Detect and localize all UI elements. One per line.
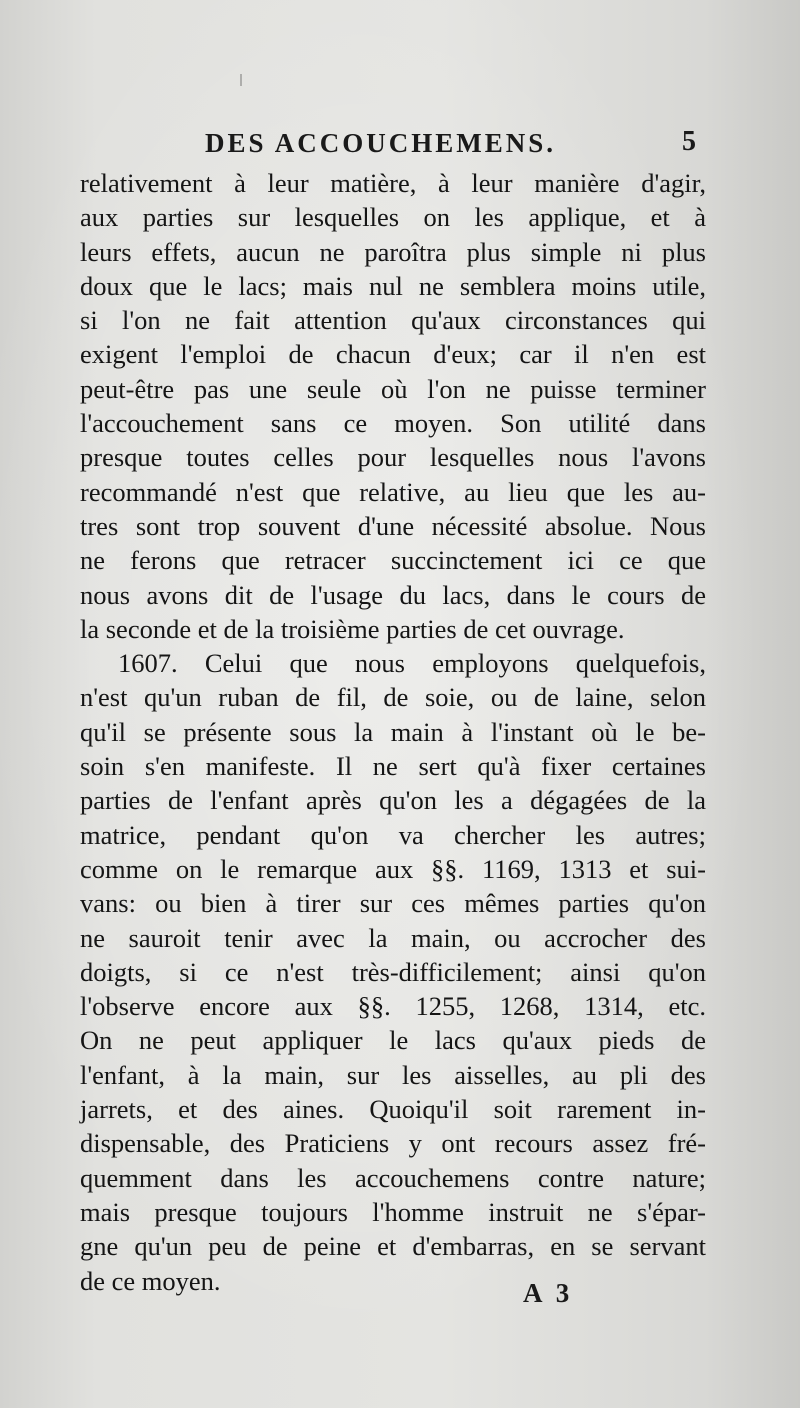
running-head [0, 128, 800, 168]
text-line: gne qu'un peu de peine et d'embarras, en se servant [80, 1231, 706, 1262]
text-line: comme on le remarque aux §§. 1169, 1313 et sui- [80, 853, 706, 884]
text-line: nous avons dit de l'usage du lacs, dans le cours de [80, 579, 706, 610]
text-line: doux que le lacs; mais nul ne semblera moins utile, [80, 270, 706, 301]
text-line: tres sont trop souvent d'une nécessité absolue. Nous [80, 510, 706, 541]
text-line: de ce moyen. [80, 1265, 221, 1296]
text-line: n'est qu'un ruban de fil, de soie, ou de laine, selon [80, 682, 706, 713]
text-line: l'observe encore aux §§. 1255, 1268, 1314, etc. [80, 991, 706, 1022]
text-line: peut-être pas une seule où l'on ne puisse terminer [80, 373, 706, 404]
text-line: l'enfant, à la main, sur les aisselles, au pli des [80, 1059, 706, 1090]
text-line: doigts, si ce n'est très-difficilement; ainsi qu'on [80, 956, 706, 987]
text-line: l'accouchement sans ce moyen. Son utilité dans [80, 408, 706, 439]
page-number: 5 [682, 126, 696, 157]
text-line: vans: ou bien à tirer sur ces mêmes parties qu'on [80, 888, 706, 919]
signature-mark: A 3 [523, 1278, 574, 1308]
text-line: jarrets, et des aines. Quoiqu'il soit rarement in- [80, 1094, 706, 1125]
text-line: si l'on ne fait attention qu'aux circonstances qui [80, 305, 706, 336]
text-line: relativement à leur matière, à leur manière d'agir, [80, 168, 706, 198]
text-line: qu'il se présente sous la main à l'instant où le be- [80, 716, 706, 747]
text-line: ne ferons que retracer succinctement ici ce que [80, 545, 706, 576]
text-line: exigent l'emploi de chacun d'eux; car il n'en est [80, 339, 706, 370]
text-line: parties de l'enfant après qu'on les a dégagées de la [80, 785, 706, 816]
text-line: quemment dans les accouchemens contre nature; [80, 1162, 706, 1193]
text-line: recommandé n'est que relative, au lieu que les au- [80, 476, 706, 507]
text-line: la seconde et de la troisième parties de cet ouvrage. [80, 613, 625, 644]
text-line: ne sauroit tenir avec la main, ou accrocher des [80, 922, 706, 953]
ink-speck [240, 74, 242, 86]
paragraph-start-line: 1607. Celui que nous employons quelquefois, [118, 648, 706, 679]
text-line: matrice, pendant qu'on va chercher les autres; [80, 819, 706, 850]
text-line: On ne peut appliquer le lacs qu'aux pieds de [80, 1025, 706, 1056]
text-line: presque toutes celles pour lesquelles nous l'avons [80, 442, 706, 473]
text-line: mais presque toujours l'homme instruit ne s'épar- [80, 1196, 706, 1227]
text-line: aux parties sur lesquelles on les applique, et à [80, 202, 706, 233]
text-line: dispensable, des Praticiens y ont recours assez fré- [80, 1128, 706, 1159]
text-line: soin s'en manifeste. Il ne sert qu'à fixer certaines [80, 751, 706, 782]
body-text [80, 166, 706, 1298]
running-title: DES ACCOUCHEMENS. [205, 128, 557, 158]
text-line: leurs effets, aucun ne paroîtra plus simple ni plus [80, 236, 706, 267]
